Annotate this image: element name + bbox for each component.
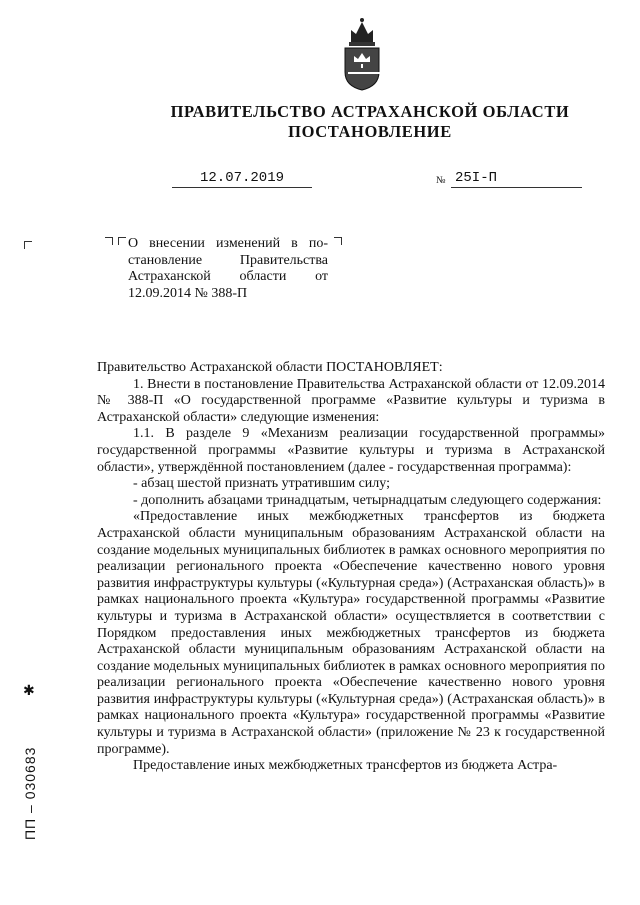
astrakhan-coat-of-arms-icon: [337, 12, 387, 92]
body-paragraph: Предоставление иных межбюджетных трансфертов из бюджета Астра-: [133, 758, 558, 774]
document-subject: [128, 236, 328, 302]
body-paragraph: «Предоставление иных межбюджетных трансфертов из бюджета Астраханской области муниципальным образованиям Астраханской области на создание модельных муниципальных библиотек в рамках основного мероприятия по реализации регионального проекта «Обеспечение качественно нового уровня развития инфраструктуры культуры («Культурная среда») (Астраханская область)» в рамках национального проекта «Культура» государственной программы «Развитие культуры и туризма в Астраханской области» осуществляется в соответствии с Порядком предоставления иных межбюджетных трансфертов из бюджета Астраханской области муниципальным образованиям Астраханской области на создание модельных муниципальных библиотек в рамках основного мероприятия по реализации регионального проекта «Обеспечение качественно нового уровня развития инфраструктуры культуры («Культурная среда») (Астраханская область)» в рамках национального проекта «Культура» государственной программы «Развитие культуры и туризма в Астраханской области» (приложение № 23 к государственной программе).: [97, 509, 605, 757]
document-body: [97, 360, 605, 775]
resolution-intro: Правительство Астраханской области ПОСТАНОВЛЯЕТ:: [97, 360, 443, 375]
subject-corner-mark: [118, 237, 126, 245]
document-date: 12.07.2019: [172, 170, 312, 188]
body-paragraph: - абзац шестой признать утратившим силу;: [133, 476, 390, 492]
subject-corner-mark: [105, 237, 113, 245]
document-number: 25I-П: [451, 170, 582, 188]
number-label: №: [436, 175, 446, 186]
subject-line: О внесении изменений в по-: [128, 236, 328, 251]
serial-stamp: ПП – 030683: [22, 746, 38, 840]
body-paragraph: - дополнить абзацами тринадцатым, четырнадцатым следующего содержания:: [133, 492, 602, 508]
document-type-title: ПОСТАНОВЛЕНИЕ: [288, 122, 452, 141]
body-paragraph: 1.1. В разделе 9 «Механизм реализации государственной программы» государственной программы «Развитие культуры и туризма в Астраханской области», утверждённой постановлением (далее - государственная программа):: [97, 426, 605, 475]
subject-line: Астраханской области от: [128, 269, 328, 284]
margin-corner-mark: [24, 241, 32, 249]
body-paragraph: 1. Внести в постановление Правительства Астраханской области от 12.09.2014 № 388-П «О государственной программе «Развитие культуры и туризма в Астраханской области» следующие изменения:: [97, 376, 605, 425]
asterisk-mark: ✱: [23, 684, 35, 699]
subject-line: становление Правительства: [128, 252, 328, 268]
government-title: ПРАВИТЕЛЬСТВО АСТРАХАНСКОЙ ОБЛАСТИ: [170, 102, 570, 121]
subject-corner-mark: [334, 237, 342, 245]
subject-line: 12.09.2014 № 388-П: [128, 285, 248, 301]
